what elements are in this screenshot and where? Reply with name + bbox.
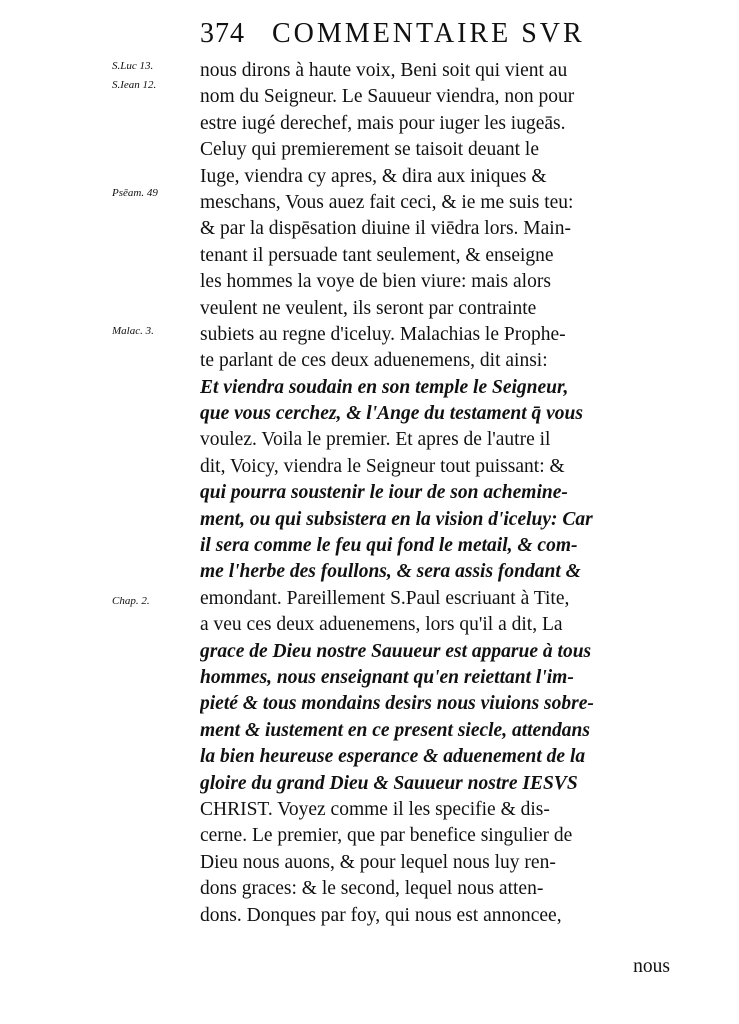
text-line: Et viendra soudain en son temple le Seigneur, (200, 376, 569, 398)
text-line: subiets au regne d'iceluy. Malachias le Prophe- (200, 323, 566, 345)
text-line: estre iugé derechef, mais pour iuger les iugeās. (200, 112, 566, 134)
text-line: nous dirons à haute voix, Beni soit qui vient au (200, 60, 568, 81)
margin-note-luc: S.Luc 13. (112, 60, 154, 72)
text-line: tenant il persuade tant seulement, & enseigne (200, 244, 554, 266)
margin-note-psalm: Psēam. 49 (112, 187, 158, 199)
text-line: ment, ou qui subsistera en la vision d'iceluy: Car (200, 508, 593, 530)
text-line: cerne. Le premier, que par benefice singulier de (200, 825, 573, 847)
running-title: COMMENTAIRE SVR (272, 18, 585, 49)
text-line: veulent ne veulent, ils seront par contrainte (200, 297, 537, 319)
margin-note-malac: Malac. 3. (112, 325, 154, 337)
text-line: dit, Voicy, viendra le Seigneur tout puissant: & (200, 455, 565, 477)
text-line: voulez. Voila le premier. Et apres de l'autre il (200, 429, 551, 451)
text-line: te parlant de ces deux aduenemens, dit ainsi: (200, 350, 548, 372)
margin-note-chap: Chap. 2. (112, 595, 150, 607)
text-line: les hommes la voye de bien viure: mais alors (200, 271, 551, 293)
text-line: dons graces: & le second, lequel nous atten- (200, 878, 544, 900)
body-text (200, 58, 670, 929)
page-number: 374 (200, 18, 245, 49)
text-line: CHRIST. Voyez comme il les specifie & dis- (200, 798, 550, 820)
text-line: hommes, nous enseignant qu'en reiettant l'im- (200, 666, 574, 688)
text-line: il sera comme le feu qui fond le metail, & com- (200, 535, 578, 557)
text-line: me l'herbe des foullons, & sera assis fondant & (200, 561, 581, 583)
text-line: meschans, Vous auez fait ceci, & ie me suis teu: (200, 191, 574, 213)
text-line: gloire du grand Dieu & Sauueur nostre IESVS (200, 772, 578, 794)
text-line: que vous cerchez, & l'Ange du testament q̄ vous (200, 403, 583, 425)
text-line: emondant. Pareillement S.Paul escriuant à Tite, (200, 587, 570, 609)
text-line: dons. Donques par foy, qui nous est annoncee, (200, 904, 562, 926)
text-line: Celuy qui premierement se taisoit deuant le (200, 139, 539, 161)
text-line: Dieu nous auons, & pour lequel nous luy ren- (200, 851, 556, 873)
text-line: & par la dispēsation diuine il viēdra lors. Main- (200, 218, 571, 240)
text-line: a veu ces deux aduenemens, lors qu'il a dit, La (200, 614, 563, 636)
catchword: nous (633, 956, 670, 977)
margin-note-iean: S.Iean 12. (112, 79, 157, 91)
text-line: nom du Seigneur. Le Sauueur viendra, non pour (200, 86, 575, 108)
page-header (200, 18, 670, 54)
text-line: qui pourra soustenir le iour de son achemine- (200, 482, 568, 504)
text-line: la bien heureuse esperance & aduenement de la (200, 746, 586, 768)
text-line: Iuge, viendra cy apres, & dira aux iniques & (200, 165, 547, 187)
text-line: ment & iustement en ce present siecle, attendans (200, 719, 590, 741)
text-line: pieté & tous mondains desirs nous viuions sobre- (200, 693, 594, 715)
text-line: grace de Dieu nostre Sauueur est apparue à tous (200, 640, 592, 662)
